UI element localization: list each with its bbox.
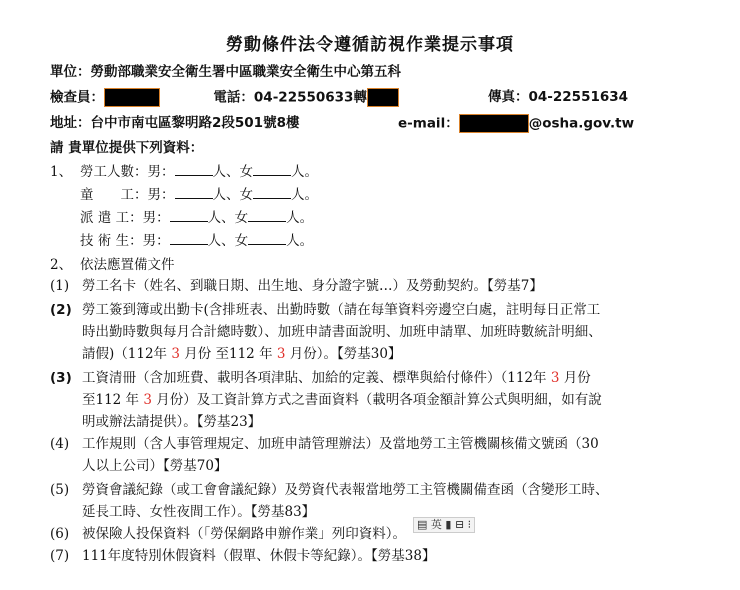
month-value: 3	[143, 392, 152, 408]
item-num: (3)	[50, 370, 72, 386]
apprentice-row	[80, 232, 313, 250]
blank-female[interactable]	[253, 163, 291, 176]
section2-num: 2、	[50, 257, 73, 273]
item-num: (6)	[50, 526, 70, 542]
row-mid: 人、女	[212, 164, 253, 180]
text: 月份 至112 年	[179, 346, 277, 362]
child-worker-row	[80, 186, 318, 204]
ime-options-icon[interactable]: ⁝	[467, 518, 472, 531]
text: 請假)（112年	[82, 346, 172, 362]
inspector-label: 檢查員：	[50, 89, 104, 106]
section2-title: 依法應置備文件	[80, 257, 175, 273]
row-mid: 人、女	[207, 233, 249, 249]
address-line	[50, 114, 299, 132]
redacted-email	[459, 114, 529, 133]
address-label: 地址：	[50, 115, 91, 131]
unit-line	[50, 63, 401, 81]
item-7-text: 111年度特別休假資料（假單、休假卡等紀錄）。【勞基38】	[82, 548, 436, 564]
row-mid: 人、女	[212, 187, 253, 203]
text: 工資清冊（含加班費、載明各項津貼、加給的定義、標準與給付條件）（112年	[82, 370, 551, 386]
item-2-line1: 勞工簽到簿或出勤卡(含排班表、出勤時數（請在每筆資料旁邊空白處，註明每日正常工	[82, 302, 601, 318]
item-2-line3	[82, 345, 401, 363]
unit-label: 單位：	[50, 64, 91, 80]
dispatch-worker-row	[80, 209, 313, 227]
blank-female[interactable]	[248, 209, 286, 222]
row-end: 人。	[291, 164, 318, 180]
email-line	[398, 114, 634, 133]
section1-num: 1、	[50, 164, 73, 180]
fax-line	[488, 88, 628, 106]
request-line: 請 貴單位提供下列資料：	[50, 140, 204, 156]
item-3-line1	[82, 369, 591, 387]
item-6-text: 被保險人投保資料（「勞保網路申辦作業」列印資料）。	[82, 526, 406, 542]
month-value: 3	[171, 346, 180, 362]
item-2-line2: 時出勤時數與每月合計總時數）、加班申請書面說明、加班申請單、加班時數統計明細、	[82, 324, 602, 340]
item-1-text: 勞工名卡（姓名、到職日期、出生地、身分證字號…）及勞動契約。【勞基7】	[82, 278, 543, 294]
text: 至112 年	[82, 392, 144, 408]
item-4-line2: 人以上公司）【勞基70】	[82, 458, 228, 474]
text: 月份）及工資計算方式之書面資料（載明各項金額計算公式與明細，如有說	[151, 392, 602, 408]
item-3-line3: 明或辦法請提供）。【勞基23】	[82, 414, 262, 430]
blank-female[interactable]	[253, 186, 291, 199]
item-3-line2	[82, 391, 602, 409]
fax-value: 04-22551634	[528, 89, 629, 105]
unit-value: 勞動部職業安全衛生署中區職業安全衛生中心第五科	[90, 64, 401, 80]
item-num: (4)	[50, 436, 70, 452]
page-title: 勞動條件法令遵循訪視作業提示事項	[226, 35, 514, 55]
month-value: 3	[276, 346, 286, 362]
text: 月份	[559, 370, 591, 386]
fax-label: 傳真：	[488, 89, 529, 105]
inspector-line	[50, 88, 399, 107]
item-4-line1: 工作規則（含人事管理規定、加班申請管理辦法）及當地勞工主管機關核備文號函（30	[82, 436, 599, 452]
item-5-line2: 延長工時、女性夜間工作）。【勞基83】	[82, 504, 316, 520]
headcount-row	[80, 163, 318, 181]
ime-menu-icon[interactable]: ⊟	[454, 518, 465, 531]
phone-label: 電話：	[213, 89, 254, 106]
row-end: 人。	[286, 233, 314, 249]
item-num: (1)	[50, 278, 70, 294]
ime-toolbar[interactable]: ▤ 英 ▮ ⊟ ⁝	[413, 517, 475, 533]
blank-male[interactable]	[170, 209, 208, 222]
row-label: 勞工人數：男：	[80, 164, 175, 180]
email-domain: @osha.gov.tw	[528, 115, 635, 132]
row-label: 技 術 生：男：	[80, 233, 170, 249]
blank-male[interactable]	[175, 186, 213, 199]
redacted-extension	[367, 88, 399, 107]
row-label: 童 工：男：	[80, 187, 175, 203]
item-5-line1: 勞資會議紀錄（或工會會議紀錄）及勞資代表報當地勞工主管機關備查函（含變形工時、	[82, 482, 609, 498]
item-num: (7)	[50, 548, 70, 564]
blank-male[interactable]	[175, 163, 213, 176]
ime-mode-icon[interactable]: ▤	[417, 518, 428, 531]
email-label: e-mail：	[398, 115, 459, 132]
row-end: 人。	[286, 210, 314, 226]
row-mid: 人、女	[207, 210, 249, 226]
text: 月份）。【勞基30】	[285, 346, 402, 362]
item-num: (5)	[50, 482, 70, 498]
blank-female[interactable]	[248, 232, 286, 245]
row-end: 人。	[291, 187, 318, 203]
month-value: 3	[550, 370, 560, 386]
blank-male[interactable]	[170, 232, 208, 245]
address-value: 台中市南屯區黎明路2段501號8樓	[90, 115, 300, 131]
redacted-inspector	[104, 88, 160, 107]
phone-value: 04-22550633轉	[253, 89, 367, 106]
row-label: 派 遣 工：男：	[80, 210, 170, 226]
item-num: (2)	[50, 302, 72, 318]
ime-language-button[interactable]: 英	[430, 518, 442, 531]
